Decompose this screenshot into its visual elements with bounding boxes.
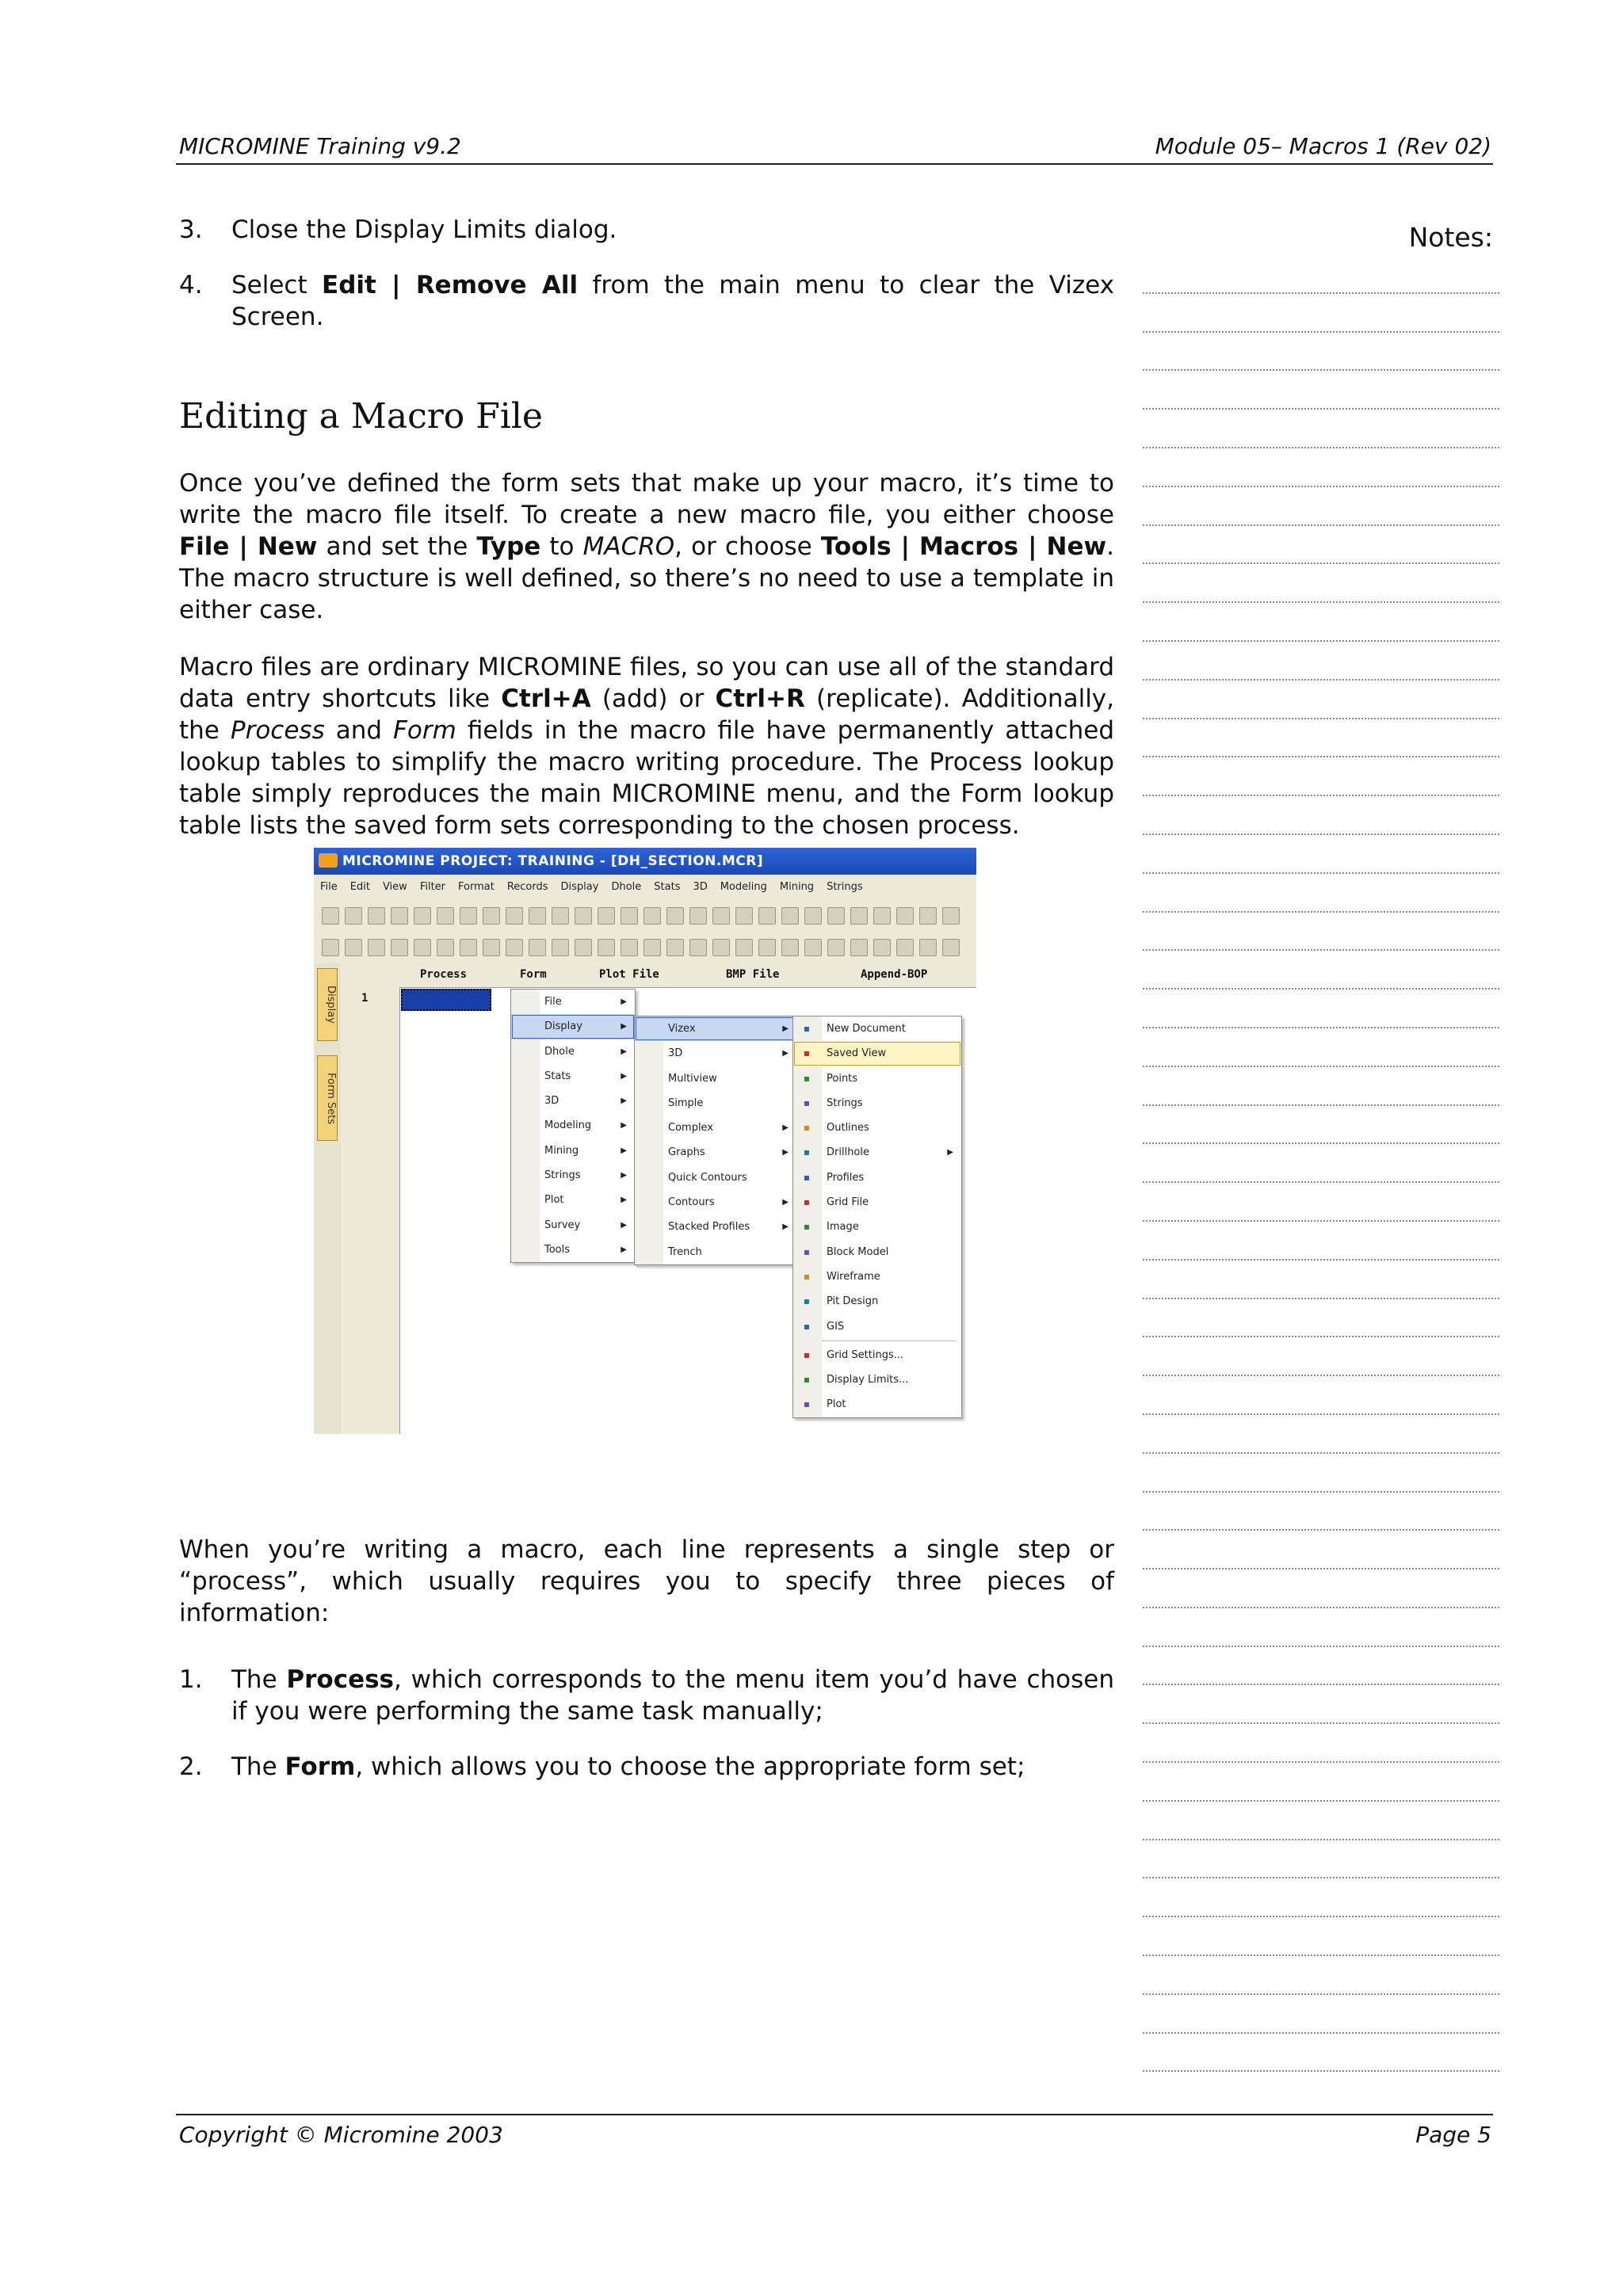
menu-item-icon: ▪ — [803, 1320, 811, 1332]
submenu-arrow-icon: ▶ — [782, 1123, 789, 1133]
submenu-arrow-icon: ▶ — [621, 1245, 627, 1254]
menu-item-icon: ▪ — [803, 1374, 811, 1386]
toolbar-button-icon[interactable] — [414, 939, 431, 956]
menu-item-label: Quick Contours — [668, 1171, 747, 1184]
page-footer — [176, 2114, 1493, 2152]
menu-item[interactable] — [635, 1066, 796, 1091]
notes-line — [1143, 333, 1499, 372]
text: fields in the macro file have permanently attached lookup tables to simplify the macro writing procedure. The Process lookup table simply reproduces the main MICROMINE menu, and the Form lookup table lists the saved form sets corresponding to the chosen process. — [179, 716, 1115, 840]
menu-path: File | New — [179, 532, 318, 561]
notes-line — [1143, 1376, 1499, 1415]
notes-line — [1143, 1493, 1499, 1531]
process-cell[interactable] — [401, 989, 491, 1011]
notes-line — [1143, 371, 1499, 410]
step-item — [179, 269, 1114, 333]
submenu-arrow-icon: ▶ — [782, 1049, 789, 1058]
menu-item-label: Tools — [544, 1243, 571, 1256]
row-number: 1 — [361, 992, 369, 1005]
notes-line — [1143, 1067, 1499, 1106]
menu-item[interactable] — [793, 1367, 961, 1392]
menu-item[interactable] — [511, 1113, 635, 1138]
menu-item-icon: ▪ — [803, 1023, 811, 1034]
menu-item-label: Multiview — [668, 1072, 717, 1085]
submenu-arrow-icon: ▶ — [782, 1024, 789, 1033]
notes-line — [1143, 603, 1499, 642]
notes-line — [1143, 1569, 1499, 1608]
row-number-column — [341, 987, 400, 1434]
toolbar-button-icon[interactable] — [919, 907, 937, 925]
notes-line — [1143, 642, 1499, 681]
process-menu — [510, 989, 636, 1263]
menu-item-label: Simple — [668, 1097, 704, 1109]
menu-item[interactable] — [793, 1215, 961, 1239]
menu-item[interactable] — [635, 1215, 796, 1239]
menu-item-label: Graphs — [668, 1146, 705, 1159]
toolbar-primary — [314, 900, 976, 933]
menu-item-label: New Document — [827, 1023, 906, 1035]
field-name: Form — [393, 716, 456, 745]
menu-item[interactable] — [793, 1140, 961, 1165]
text: to — [540, 532, 583, 561]
notes-line — [1143, 1608, 1499, 1647]
step-text: Select — [231, 271, 323, 299]
toolbar-button-icon[interactable] — [621, 907, 638, 925]
toolbar-button-icon[interactable] — [322, 907, 339, 925]
notes-line — [1143, 1840, 1499, 1879]
menu-item[interactable] — [793, 1041, 961, 1066]
toolbar-button-icon[interactable] — [575, 939, 592, 956]
submenu-arrow-icon: ▶ — [621, 1146, 627, 1155]
menu-item-label: Modeling — [544, 1119, 592, 1132]
notes-line — [1143, 1261, 1499, 1299]
field-name: Type — [476, 532, 541, 561]
header-left: MICROMINE Training v9.2 — [179, 133, 461, 159]
menubar-item[interactable]: Records — [506, 881, 548, 893]
menu-path: Tools | Macros | New — [820, 532, 1107, 561]
text: and set the — [317, 532, 477, 561]
menu-item-label: GIS — [827, 1320, 845, 1333]
text: (add) or — [590, 685, 716, 713]
menu-item[interactable] — [635, 1016, 796, 1041]
toolbar-button-icon[interactable] — [552, 939, 569, 956]
display-submenu — [634, 1016, 797, 1265]
text: Once you’ve defined the form sets that make up your macro, it’s time to write the macro file itself. To create a new macro file, you either choose — [179, 469, 1114, 529]
menu-item-label: Grid File — [827, 1196, 869, 1209]
toolbar-button-icon[interactable] — [414, 907, 431, 925]
text: , or choose — [674, 532, 821, 561]
column-header[interactable]: BMP File — [726, 968, 780, 981]
menu-item[interactable] — [635, 1240, 796, 1264]
submenu-arrow-icon: ▶ — [621, 1196, 627, 1205]
notes-line — [1143, 255, 1499, 294]
footer-left: Copyright © Micromine 2003 — [179, 2122, 503, 2148]
menu-item-icon: ▪ — [803, 1245, 811, 1257]
menubar-item[interactable]: View — [382, 881, 407, 893]
menu-item[interactable] — [793, 1240, 961, 1264]
menu-item-icon: ▪ — [803, 1171, 811, 1183]
menu-item[interactable] — [793, 1165, 961, 1190]
menu-item-label: Profiles — [827, 1171, 865, 1184]
menu-item-label: Dhole — [544, 1045, 575, 1058]
notes-line — [1143, 1299, 1499, 1338]
notes-line — [1143, 1531, 1499, 1569]
menu-item-icon: ▪ — [803, 1270, 811, 1282]
notes-line — [1143, 1917, 1499, 1956]
menubar-item[interactable]: Display — [560, 881, 599, 893]
menu-item[interactable] — [635, 1140, 796, 1165]
menubar-item[interactable]: Filter — [419, 881, 446, 893]
toolbar-button-icon[interactable] — [873, 907, 891, 925]
window-titlebar — [314, 848, 976, 875]
menu-item[interactable] — [511, 1039, 635, 1064]
toolbar-secondary — [314, 932, 976, 964]
notes-line — [1143, 1106, 1499, 1145]
menu-item-label: 3D — [668, 1047, 683, 1060]
notes-line — [1143, 1802, 1499, 1840]
micromine-screenshot — [314, 848, 976, 1442]
text: and — [324, 716, 394, 745]
menu-item-label: File — [544, 996, 562, 1008]
menu-item[interactable] — [635, 1116, 796, 1140]
side-tab-strip — [314, 963, 342, 1434]
menu-item[interactable] — [511, 1089, 635, 1113]
notes-line — [1143, 796, 1499, 835]
section-heading: Editing a Macro File — [179, 396, 543, 437]
menu-item-icon: ▪ — [803, 1348, 811, 1360]
menu-item-label: Vizex — [668, 1023, 696, 1035]
notes-line — [1143, 1724, 1499, 1763]
toolbar-button-icon[interactable] — [529, 939, 546, 956]
menubar-item[interactable]: Dhole — [611, 881, 642, 893]
menu-item-icon: ▪ — [803, 1122, 811, 1134]
toolbar-button-icon[interactable] — [529, 907, 546, 925]
submenu-arrow-icon: ▶ — [947, 1148, 953, 1158]
toolbar-button-icon[interactable] — [758, 939, 776, 956]
toolbar-button-icon[interactable] — [896, 907, 914, 925]
toolbar-button-icon[interactable] — [368, 939, 385, 956]
footer-right: Page 5 — [1415, 2122, 1491, 2148]
menu-item-label: Survey — [544, 1219, 581, 1231]
menu-item[interactable] — [793, 1016, 961, 1041]
window-title: MICROMINE PROJECT: TRAINING - [DH_SECTION.MCR] — [342, 853, 764, 869]
notes-line — [1143, 681, 1499, 719]
vizex-submenu — [792, 1016, 962, 1418]
menu-item[interactable] — [511, 1188, 635, 1212]
toolbar-button-icon[interactable] — [460, 939, 477, 956]
notes-line — [1143, 526, 1499, 565]
menu-item[interactable] — [511, 1138, 635, 1163]
toolbar-button-icon[interactable] — [621, 939, 638, 956]
column-header[interactable]: Form — [520, 968, 547, 981]
menu-item[interactable] — [793, 1066, 961, 1091]
paragraph: When you’re writing a macro, each line represents a single step or “process”, which usually requires you to specify three pieces of information: — [179, 1535, 1114, 1627]
toolbar-button-icon[interactable] — [506, 939, 523, 956]
menu-item-icon: ▪ — [803, 1196, 811, 1208]
submenu-arrow-icon: ▶ — [621, 1071, 627, 1081]
toolbar-button-icon[interactable] — [598, 939, 615, 956]
menubar-item[interactable]: Strings — [827, 881, 863, 893]
notes-title: Notes: — [1408, 222, 1493, 253]
menu-path: Edit | Remove All — [322, 271, 579, 299]
menu-item-label: Stacked Profiles — [668, 1221, 750, 1234]
toolbar-button-icon[interactable] — [666, 939, 684, 956]
step-number: 2. — [179, 1753, 203, 1781]
step-item — [179, 214, 1114, 246]
submenu-arrow-icon: ▶ — [782, 1148, 789, 1158]
notes-line — [1143, 874, 1499, 913]
notes-line — [1143, 835, 1499, 874]
submenu-arrow-icon: ▶ — [621, 997, 627, 1006]
field-name: Process — [230, 716, 325, 745]
menu-item-label: Saved View — [827, 1047, 887, 1060]
menu-item-label: Trench — [668, 1245, 702, 1258]
toolbar-button-icon[interactable] — [689, 907, 707, 925]
notes-line — [1143, 951, 1499, 990]
notes-line — [1143, 1144, 1499, 1183]
toolbar-button-icon[interactable] — [643, 907, 661, 925]
toolbar-button-icon[interactable] — [942, 907, 960, 925]
text: (replicate). Additionally, the — [179, 685, 1115, 745]
notes-line — [1143, 487, 1499, 526]
notes-line — [1143, 1685, 1499, 1724]
menu-item-label: Display Limits... — [827, 1374, 909, 1386]
tab-form-sets[interactable]: Form Sets — [317, 1055, 338, 1141]
header-right: Module 05– Macros 1 (Rev 02) — [1155, 133, 1491, 159]
shortcut: Ctrl+R — [715, 685, 805, 713]
menu-item[interactable] — [511, 1014, 635, 1039]
toolbar-button-icon[interactable] — [827, 907, 845, 925]
paragraph — [179, 467, 1114, 626]
toolbar-button-icon[interactable] — [483, 907, 500, 925]
menubar-item[interactable]: File — [320, 881, 338, 893]
menu-item-label: Outlines — [827, 1122, 869, 1135]
menu-item-label: Wireframe — [827, 1270, 880, 1283]
notes-line — [1143, 1995, 1499, 2034]
menu-item-label: Pit Design — [827, 1295, 879, 1308]
toolbar-button-icon[interactable] — [391, 939, 408, 956]
notes-line — [1143, 294, 1499, 333]
field-name: Process — [286, 1665, 395, 1694]
menu-item[interactable] — [635, 1190, 796, 1215]
notes-line — [1143, 1337, 1499, 1376]
toolbar-button-icon[interactable] — [896, 939, 914, 956]
menu-item[interactable] — [635, 1091, 796, 1116]
step-item — [179, 1751, 1114, 1783]
menu-item-label: Strings — [544, 1169, 581, 1182]
submenu-arrow-icon: ▶ — [621, 1171, 627, 1180]
notes-lines — [1143, 255, 1499, 2072]
grid-column-header — [341, 963, 976, 988]
menubar-item[interactable]: Stats — [654, 881, 681, 893]
step-text: Close the Display Limits dialog. — [231, 215, 617, 244]
toolbar-button-icon[interactable] — [643, 939, 661, 956]
toolbar-button-icon[interactable] — [506, 907, 523, 925]
menu-item-label: Grid Settings... — [827, 1348, 904, 1361]
notes-line — [1143, 448, 1499, 487]
toolbar-button-icon[interactable] — [598, 907, 615, 925]
toolbar-button-icon[interactable] — [758, 907, 776, 925]
menu-item[interactable] — [635, 1165, 796, 1190]
toolbar-button-icon[interactable] — [804, 907, 822, 925]
toolbar-button-icon[interactable] — [322, 939, 339, 956]
toolbar-button-icon[interactable] — [781, 907, 799, 925]
notes-line — [1143, 990, 1499, 1028]
menu-item[interactable] — [511, 1238, 635, 1262]
menu-item-label: Plot — [544, 1194, 564, 1207]
toolbar-button-icon[interactable] — [345, 907, 362, 925]
shortcut: Ctrl+A — [501, 685, 591, 713]
value-name: MACRO — [582, 532, 675, 561]
step-text: The — [231, 1665, 287, 1694]
notes-line — [1143, 2034, 1499, 2073]
step-text: , which corresponds to the menu item you’d have chosen if you were performing the same task manually; — [231, 1665, 1114, 1726]
paragraph — [179, 651, 1114, 841]
toolbar-button-icon[interactable] — [575, 907, 592, 925]
menu-item[interactable] — [793, 1091, 961, 1116]
menu-item-label: Image — [827, 1221, 859, 1234]
field-name: Form — [285, 1753, 356, 1781]
micromine-logo-icon — [319, 853, 338, 868]
menubar-item[interactable]: 3D — [693, 881, 708, 893]
menu-item-label: Drillhole — [827, 1146, 869, 1159]
menu-item-icon: ▪ — [803, 1146, 811, 1158]
menu-item[interactable] — [793, 1289, 961, 1314]
menu-item[interactable] — [635, 1041, 796, 1066]
menubar-item[interactable]: Format — [458, 881, 495, 893]
menubar-item[interactable]: Mining — [779, 881, 815, 893]
step-text: The — [231, 1753, 285, 1781]
menu-item[interactable] — [511, 1213, 635, 1238]
toolbar-button-icon[interactable] — [689, 939, 707, 956]
step-number: 4. — [179, 271, 203, 299]
text: . The macro structure is well defined, so there’s no need to use a template in either case. — [179, 532, 1114, 624]
toolbar-button-icon[interactable] — [804, 939, 822, 956]
toolbar-button-icon[interactable] — [712, 939, 730, 956]
step-number: 3. — [179, 215, 203, 244]
menubar-item[interactable]: Modeling — [720, 881, 767, 893]
notes-line — [1143, 913, 1499, 952]
notes-line — [1143, 757, 1499, 796]
menu-item[interactable] — [511, 1163, 635, 1188]
submenu-arrow-icon: ▶ — [782, 1222, 789, 1232]
notes-line — [1143, 1647, 1499, 1686]
menu-item[interactable] — [793, 1264, 961, 1289]
step-text: , which allows you to choose the appropriate form set; — [355, 1753, 1025, 1781]
toolbar-button-icon[interactable] — [483, 939, 500, 956]
page-header — [176, 132, 1493, 165]
notes-line — [1143, 1878, 1499, 1917]
notes-line — [1143, 1763, 1499, 1802]
toolbar-button-icon[interactable] — [919, 939, 937, 956]
submenu-arrow-icon: ▶ — [621, 1022, 627, 1032]
menu-bar — [314, 875, 976, 901]
notes-line — [1143, 1028, 1499, 1067]
toolbar-button-icon[interactable] — [735, 939, 753, 956]
text: Macro files are ordinary MICROMINE files, so you can use all of the standard data entry shortcuts like — [179, 653, 1114, 713]
toolbar-button-icon[interactable] — [460, 907, 477, 925]
menu-item[interactable] — [793, 1314, 961, 1339]
toolbar-button-icon[interactable] — [850, 939, 868, 956]
notes-line — [1143, 564, 1499, 603]
menu-item-label: Block Model — [827, 1245, 889, 1258]
menubar-item[interactable]: Edit — [349, 881, 370, 893]
toolbar-button-icon[interactable] — [345, 939, 362, 956]
toolbar-button-icon[interactable] — [873, 939, 891, 956]
menu-item[interactable] — [511, 990, 635, 1014]
menu-item-label: Strings — [827, 1097, 863, 1109]
submenu-arrow-icon: ▶ — [782, 1198, 789, 1207]
toolbar-button-icon[interactable] — [552, 907, 569, 925]
submenu-arrow-icon: ▶ — [621, 1047, 627, 1056]
toolbar-button-icon[interactable] — [942, 939, 960, 956]
menu-item-icon: ▪ — [803, 1047, 811, 1059]
notes-line — [1143, 1454, 1499, 1493]
notes-line — [1143, 719, 1499, 758]
toolbar-button-icon[interactable] — [850, 907, 868, 925]
menu-item-label: Complex — [668, 1122, 714, 1135]
menu-item-icon: ▪ — [803, 1097, 811, 1108]
step-item — [179, 1664, 1114, 1727]
menu-item-icon: ▪ — [803, 1398, 811, 1410]
toolbar-button-icon[interactable] — [781, 939, 799, 956]
menu-item-label: Points — [827, 1072, 858, 1085]
menu-item[interactable] — [511, 1064, 635, 1089]
step-number: 1. — [179, 1665, 203, 1694]
column-header[interactable]: Append-BOP — [861, 968, 928, 981]
toolbar-button-icon[interactable] — [437, 907, 454, 925]
menu-item-label: Contours — [668, 1196, 715, 1209]
menu-item[interactable] — [793, 1190, 961, 1215]
step-text: from the main menu to clear the Vizex Screen. — [231, 271, 1115, 331]
menu-item[interactable] — [793, 1116, 961, 1140]
toolbar-button-icon[interactable] — [666, 907, 684, 925]
column-header[interactable]: Process — [420, 968, 468, 981]
toolbar-button-icon[interactable] — [735, 907, 753, 925]
submenu-arrow-icon: ▶ — [621, 1097, 627, 1106]
notes-line — [1143, 1222, 1499, 1261]
notes-line — [1143, 1415, 1499, 1454]
toolbar-button-icon[interactable] — [368, 907, 385, 925]
menu-item-icon: ▪ — [803, 1072, 811, 1084]
menu-item-label: Plot — [827, 1398, 846, 1411]
submenu-arrow-icon: ▶ — [621, 1121, 627, 1131]
toolbar-button-icon[interactable] — [437, 939, 454, 956]
toolbar-button-icon[interactable] — [827, 939, 845, 956]
notes-line — [1143, 1956, 1499, 1995]
menu-item-icon: ▪ — [803, 1295, 811, 1307]
tab-display[interactable]: Display — [317, 968, 338, 1041]
column-header[interactable]: Plot File — [599, 968, 659, 981]
menu-item-label: 3D — [544, 1095, 559, 1108]
toolbar-button-icon[interactable] — [391, 907, 408, 925]
notes-line — [1143, 1183, 1499, 1222]
submenu-arrow-icon: ▶ — [621, 1220, 627, 1230]
menu-item-label: Stats — [544, 1070, 571, 1082]
menu-item-icon: ▪ — [803, 1221, 811, 1233]
menu-item-label: Mining — [544, 1144, 579, 1157]
toolbar-button-icon[interactable] — [712, 907, 730, 925]
notes-line — [1143, 410, 1499, 448]
menu-item-label: Display — [544, 1020, 582, 1033]
menu-item[interactable] — [793, 1392, 961, 1417]
menu-item[interactable] — [793, 1343, 961, 1367]
